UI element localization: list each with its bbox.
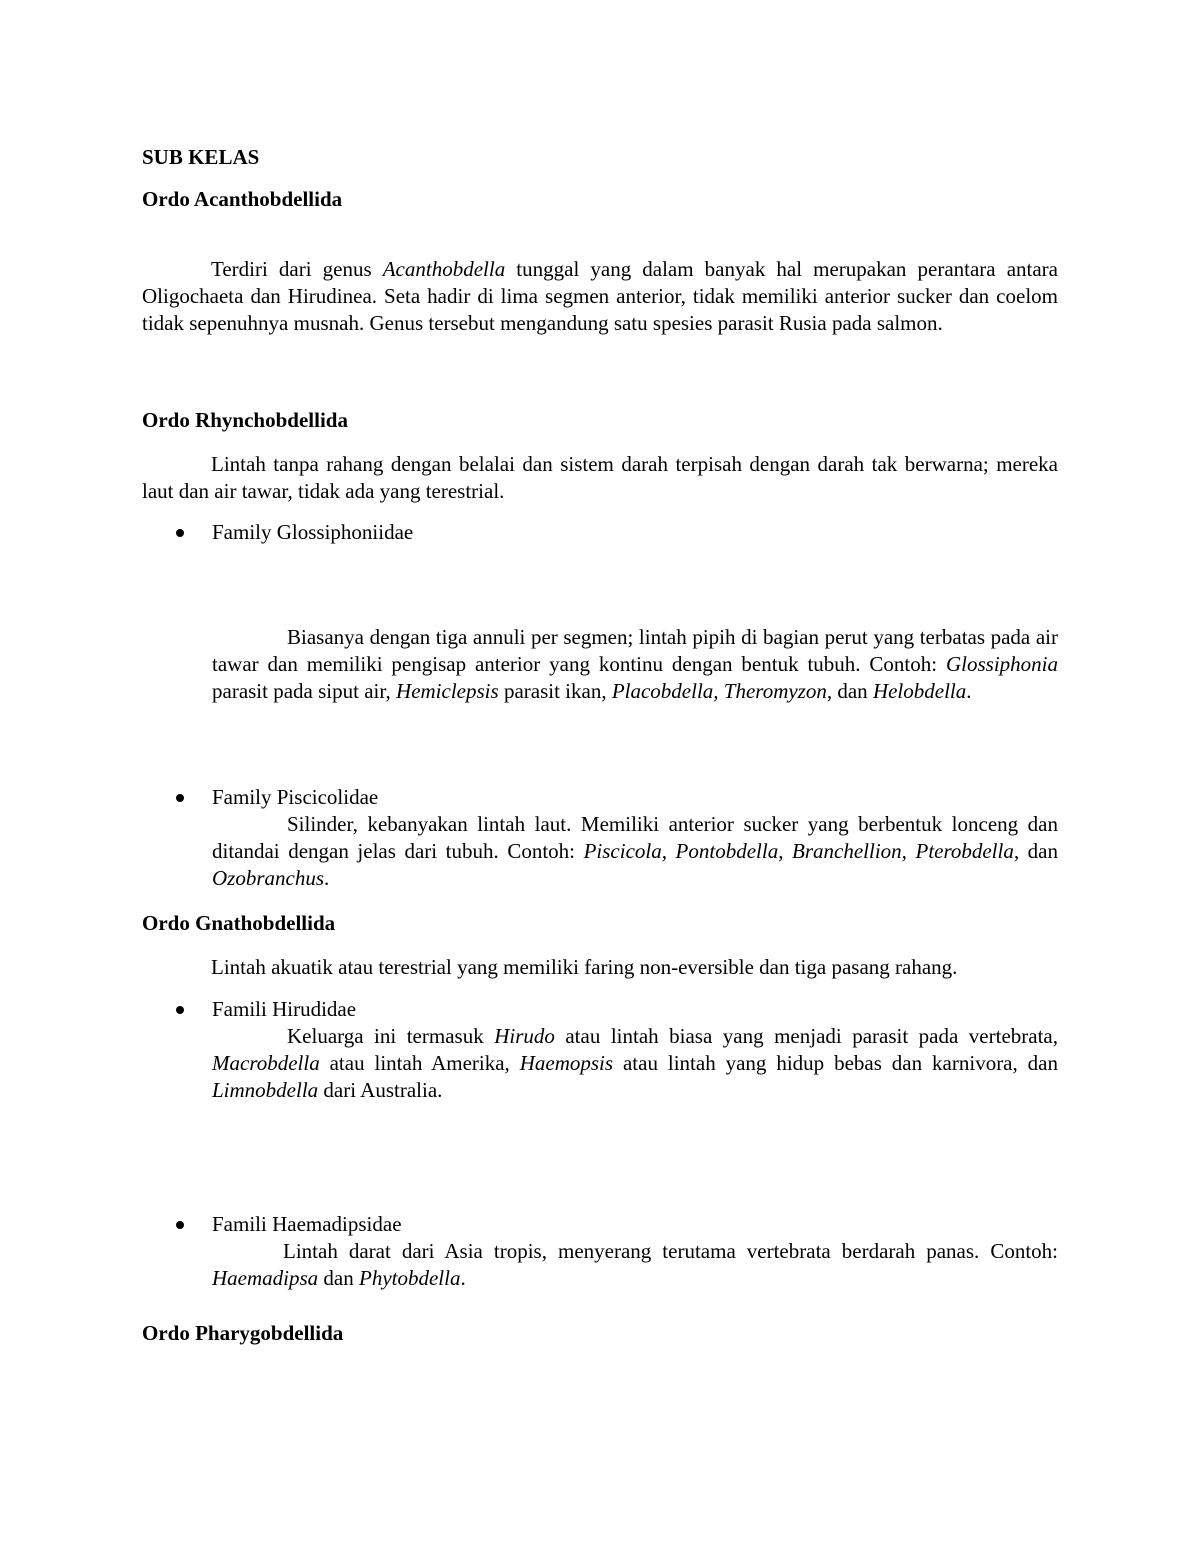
family-name: Famili Hirudidae [212,997,357,1021]
paragraph-gnathobdellida: Lintah akuatik atau terestrial yang memiliki faring non-eversible dan tiga pasang rahang. [211,955,958,979]
heading-rhynchobdellida: Ordo Rhynchobdellida [142,408,348,432]
bullet-icon [176,1221,184,1229]
family-name: Famili Haemadipsidae [212,1212,402,1236]
paragraph-rhynchobdellida: Lintah tanpa rahang dengan belalai dan sistem darah terpisah dengan darah tak berwarna; mereka laut dan air tawar, tidak ada yang terestrial. [142,452,1058,503]
paragraph-piscicolidae: Silinder, kebanyakan lintah laut. Memiliki anterior sucker yang berbentuk lonceng dan ditandai dengan jelas dari tubuh. Contoh: Piscicola, Pontobdella, Branchellion, Pterobdella, dan Ozobranchus. [212,812,1058,890]
heading-acanthobdellida: Ordo Acanthobdellida [142,187,343,211]
section-title: SUB KELAS [142,145,260,169]
bullet-icon [176,1006,184,1014]
family-name: Family Piscicolidae [212,785,379,809]
bullet-icon [176,529,184,537]
paragraph-haemadipsidae: Lintah darat dari Asia tropis, menyerang terutama vertebrata berdarah panas. Contoh: Haemadipsa dan Phytobdella. [212,1239,1058,1290]
family-name: Family Glossiphoniidae [212,520,414,544]
heading-gnathobdellida: Ordo Gnathobdellida [142,911,336,935]
heading-pharygobdellida: Ordo Pharygobdellida [142,1321,344,1345]
genus-name: Acanthobdella [382,257,506,281]
bullet-icon [176,794,184,802]
paragraph-hirudidae: Keluarga ini termasuk Hirudo atau lintah biasa yang menjadi parasit pada vertebrata, Macrobdella atau lintah Amerika, Haemopsis atau lintah yang hidup bebas dan karnivora, dan Limnobdella dari Australia. [212,1024,1058,1102]
paragraph-acanthobdellida: Terdiri dari genus Acanthobdella tunggal yang dalam banyak hal merupakan perantara antara Oligochaeta dan Hirudinea. Seta hadir di lima segmen anterior, tidak memiliki anterior sucker dan coelom tidak sepenuhnya musnah. Genus tersebut mengandung satu spesies parasit Rusia pada salmon. [142,257,1058,335]
paragraph-glossiphoniidae: Biasanya dengan tiga annuli per segmen; lintah pipih di bagian perut yang terbatas pada air tawar dan memiliki pengisap anterior yang kontinu dengan bentuk tubuh. Contoh: Glossiphonia parasit pada siput air, Hemiclepsis parasit ikan, Placobdella, Theromyzon, dan Helobdella. [212,625,1058,703]
